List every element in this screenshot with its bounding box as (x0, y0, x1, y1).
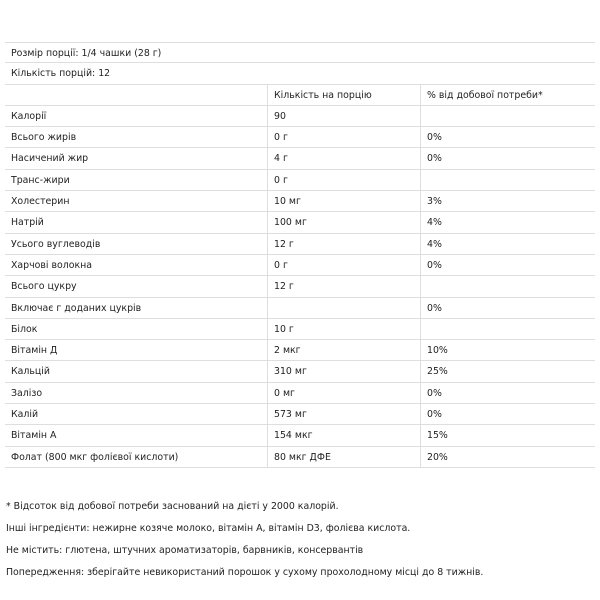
amount-per-serving: 10 г (267, 319, 420, 339)
servings-count: Кількість порцій: 12 (11, 68, 111, 80)
amount-per-serving: 4 г (267, 148, 420, 168)
daily-value-percent (420, 319, 595, 339)
nutrient-name: Залізо (11, 387, 43, 399)
nutrient-name: Натрій (11, 217, 44, 229)
daily-value-percent: 20% (420, 447, 595, 467)
other-ingredients-note: Інші інгредієнти: нежирне козяче молоко, вітамін А, вітамін D3, фолієва кислота. (6, 523, 411, 534)
table-header-row (5, 85, 595, 106)
amount-per-serving: 0 мг (267, 383, 420, 403)
storage-warning-note: Попередження: зберігайте невикористаний порошок у сухому прохолодному місці до 8 тижнів. (6, 567, 484, 578)
amount-per-serving: 100 мг (267, 212, 420, 232)
daily-value-percent: 0% (420, 148, 595, 168)
table-row (5, 106, 595, 127)
daily-value-percent (420, 276, 595, 296)
amount-per-serving: 12 г (267, 276, 420, 296)
nutrient-name: Транс-жири (11, 174, 70, 186)
amount-per-serving: 573 мг (267, 404, 420, 424)
daily-value-percent: 0% (420, 127, 595, 147)
daily-value-percent: 10% (420, 340, 595, 360)
table-row (5, 298, 595, 319)
daily-value-percent: 0% (420, 383, 595, 403)
nutrient-name: Вітамін А (11, 430, 57, 442)
daily-value-percent: 4% (420, 234, 595, 254)
nutrient-name: Фолат (800 мкг фолієвої кислоти) (11, 451, 179, 463)
nutrient-name: Всього жирів (11, 132, 77, 144)
daily-value-percent: 0% (420, 255, 595, 275)
daily-value-percent (420, 106, 595, 126)
daily-value-percent: 4% (420, 212, 595, 232)
daily-value-percent: 0% (420, 298, 595, 318)
nutrition-facts-table (5, 42, 595, 468)
daily-value-footnote: * Відсоток від добової потреби заснований на дієті у 2000 калорій. (6, 501, 339, 512)
amount-per-serving: 154 мкг (267, 425, 420, 445)
nutrient-name: Вітамін Д (11, 345, 58, 357)
serving-size: Розмір порції: 1/4 чашки (28 г) (11, 48, 162, 59)
free-from-note: Не містить: глютена, штучних ароматизаторів, барвників, консервантів (6, 545, 364, 556)
daily-value-percent: 25% (420, 361, 595, 381)
table-row (5, 404, 595, 425)
amount-per-serving: 10 мг (267, 191, 420, 211)
amount-per-serving: 12 г (267, 234, 420, 254)
amount-per-serving: 0 г (267, 127, 420, 147)
daily-value-percent (420, 170, 595, 190)
servings-count-row (5, 63, 595, 84)
nutrient-name: Калорії (11, 110, 47, 122)
table-row (5, 276, 595, 297)
header-daily-value: % від добової потреби* (420, 85, 595, 105)
daily-value-percent: 3% (420, 191, 595, 211)
table-row (5, 148, 595, 169)
nutrient-name: Кальцій (11, 366, 50, 378)
table-row (5, 234, 595, 255)
amount-per-serving (267, 298, 420, 318)
amount-per-serving: 0 г (267, 255, 420, 275)
amount-per-serving: 2 мкг (267, 340, 420, 360)
serving-size-row (5, 42, 595, 63)
table-row (5, 212, 595, 233)
table-row (5, 383, 595, 404)
table-row (5, 340, 595, 361)
nutrient-name: Усього вуглеводів (11, 238, 101, 250)
table-row (5, 319, 595, 340)
amount-per-serving: 0 г (267, 170, 420, 190)
header-amount-per-serving: Кількість на порцію (267, 85, 420, 105)
amount-per-serving: 80 мкг ДФЕ (267, 447, 420, 467)
nutrient-name: Білок (11, 323, 38, 335)
table-row (5, 425, 595, 446)
table-row (5, 255, 595, 276)
table-row (5, 191, 595, 212)
nutrient-name: Харчові волокна (11, 259, 93, 271)
nutrient-name: Калій (11, 409, 39, 421)
footnotes (6, 500, 594, 588)
table-row (5, 361, 595, 382)
amount-per-serving: 90 (267, 106, 420, 126)
daily-value-percent: 0% (420, 404, 595, 424)
header-nutrient (5, 85, 267, 105)
nutrient-name: Включає г доданих цукрів (11, 302, 142, 314)
nutrient-name: Всього цукру (11, 281, 77, 293)
amount-per-serving: 310 мг (267, 361, 420, 381)
nutrient-name: Насичений жир (11, 153, 89, 165)
table-row (5, 127, 595, 148)
table-row (5, 170, 595, 191)
table-row (5, 447, 595, 468)
daily-value-percent: 15% (420, 425, 595, 445)
nutrient-name: Холестерин (11, 196, 70, 208)
